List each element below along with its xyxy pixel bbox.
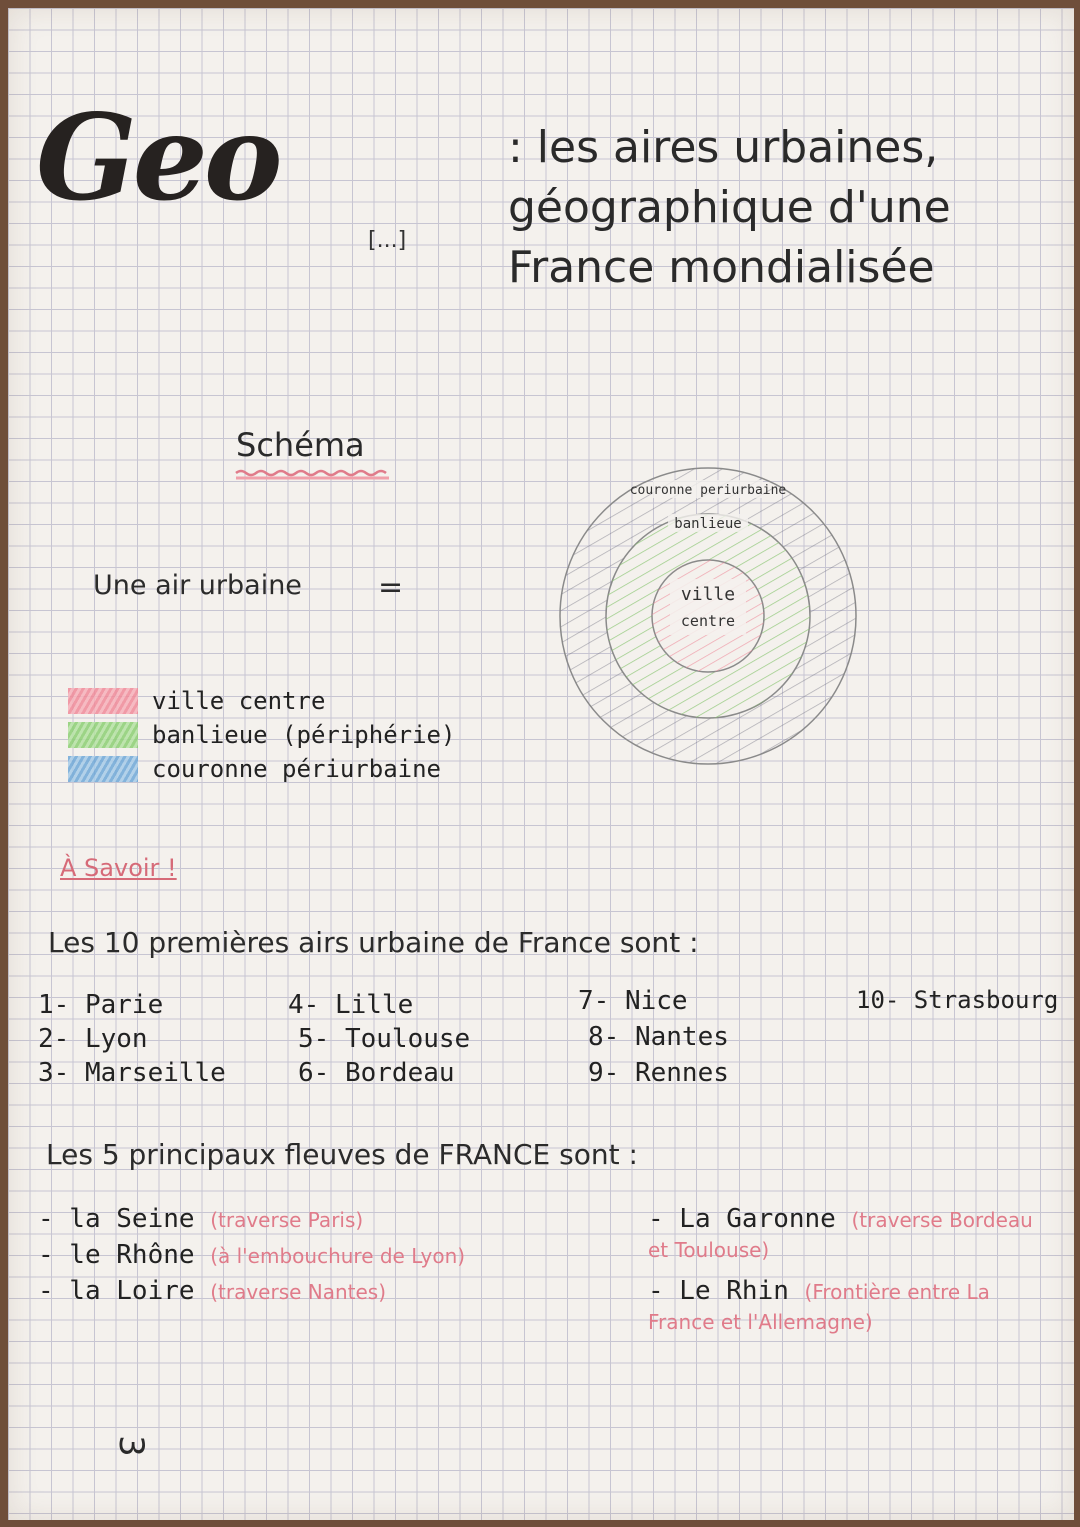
city-item: 1- Parie [38,990,164,1020]
city-item: 4- Lille [288,990,414,1020]
river-name: - la Loire [38,1276,195,1306]
city-item: 9- Rennes [588,1058,729,1088]
cities-heading: Les 10 premières airs urbaine de France sont : [48,926,699,959]
river-item [38,1204,363,1234]
river-name: - le Rhône [38,1240,195,1270]
title-geo: Geo [36,88,279,227]
river-item [648,1204,1038,1264]
river-note: (Frontière entre La France et l'Allemagne) [648,1280,990,1334]
legend [68,684,455,786]
river-name: - La Garonne [648,1204,836,1234]
schema-heading: Schéma [236,426,365,464]
river-note: (traverse Paris) [210,1208,364,1232]
city-item: 2- Lyon [38,1024,148,1054]
diagram-label-couronne: couronne periurbaine [629,483,787,498]
legend-label: banlieue (périphérie) [152,721,456,749]
title-ellipsis: [...] [368,228,407,253]
aire-urbaine-diagram [548,456,868,776]
river-name: - Le Rhin [648,1276,789,1306]
legend-label: ville centre [152,687,326,715]
aire-urbaine-label: Une air urbaine [93,570,302,601]
schema-underline [234,468,394,482]
notebook-page [8,8,1074,1520]
river-note: (traverse Bordeau et Toulouse) [648,1208,1033,1262]
river-item [38,1276,386,1306]
diagram-label-banlieue: banlieue [674,516,742,532]
city-item: 7- Nice [578,986,688,1016]
river-item [648,1276,1048,1336]
equals-sign: = [378,570,404,605]
legend-swatch-green [68,722,138,748]
page-subtitle [508,118,1038,298]
river-note: (traverse Nantes) [210,1280,387,1304]
a-savoir-note: À Savoir ! [60,854,177,882]
river-item [38,1240,465,1270]
city-item: 5- Toulouse [298,1024,471,1054]
subtitle-text: : les aires urbaines, géographique d'une France mondialisée [508,122,951,293]
city-item: 10- Strasbourg [856,986,1059,1014]
diagram-label-ville: ville [680,584,736,605]
legend-item-couronne [68,752,455,786]
legend-swatch-pink [68,688,138,714]
city-item: 3- Marseille [38,1058,226,1088]
city-item: 8- Nantes [588,1022,729,1052]
city-item: 6- Bordeau [298,1058,455,1088]
river-name: - la Seine [38,1204,195,1234]
legend-item-ville-centre [68,684,455,718]
rivers-heading: Les 5 principaux fleuves de FRANCE sont : [46,1138,638,1171]
legend-swatch-blue [68,756,138,782]
diagram-label-centre: centre [680,612,736,630]
legend-label: couronne périurbaine [152,755,441,783]
river-note: (à l'embouchure de Lyon) [210,1244,466,1268]
page-number: 3 [110,1435,151,1457]
legend-item-banlieue [68,718,455,752]
